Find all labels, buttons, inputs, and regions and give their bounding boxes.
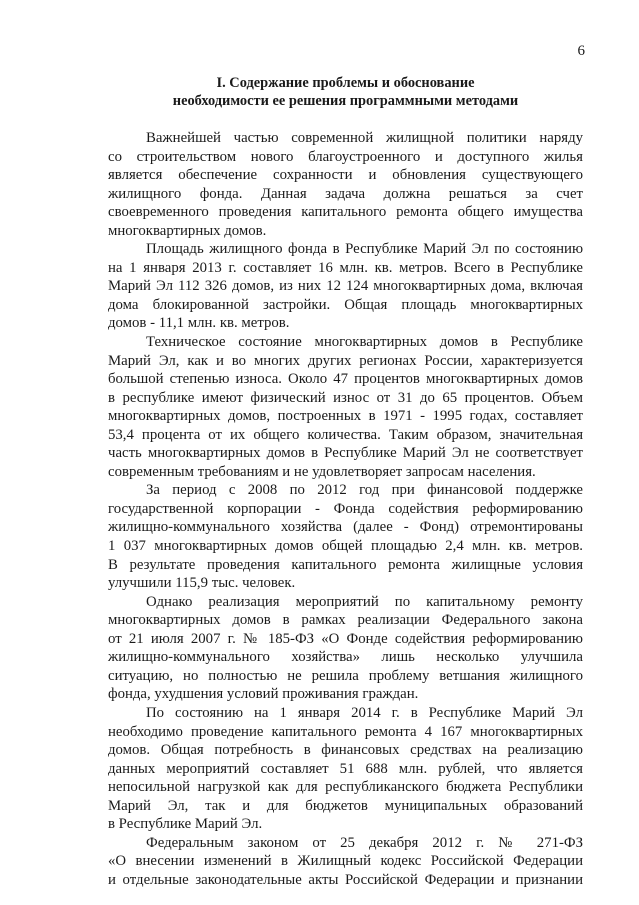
text-line: По состоянию на 1 января 2014 г. в Республике Марий Эл [146,704,583,721]
section-title-line: I. Содержание проблемы и обоснование [216,75,475,91]
text-line: домов - 11,1 млн. кв. метров. [108,315,290,332]
text-line: многоквартирных домов. [108,222,267,239]
text-line: 1 037 многоквартирных домов общей площадью 2,4 млн. кв. метров. [108,538,583,555]
paragraph [108,240,583,333]
text-line: в республике имеют физический износ от 31 до 65 процентов. Объем [108,389,583,406]
text-line: со строительством нового благоустроенного и доступного жилья [108,148,583,165]
text-line: многоквартирных домов, построенных в 1971 - 1995 годах, составляет [108,408,583,425]
text-line: домов. Общая потребность в финансовых средствах на реализацию [108,742,583,759]
text-line: современным требованиям и не удовлетворяет запросам населения. [108,463,536,480]
text-line: данных мероприятий составляет 51 688 млн. рублей, что является [108,760,583,777]
text-line: Техническое состояние многоквартирных домов в Республике [146,334,583,351]
text-line: улучшили 115,9 тыс. человек. [108,575,296,592]
text-line: дома блокированной застройки. Общая площадь многоквартирных [108,296,583,313]
text-line: За период с 2008 по 2012 год при финансовой поддержке [146,482,583,499]
text-line: ситуацию, но полностью не решила проблему ветшания жилищного [108,667,583,684]
text-line: фонда, ухудшения условий проживания граждан. [108,686,419,703]
text-line: 53,4 процента от их общего количества. Таким образом, значительная [108,426,583,443]
text-line: жилищно-коммунального хозяйства» лишь несколько улучшила [108,649,583,666]
text-line: государственной корпорации - Фонда содействия реформированию [108,500,583,517]
text-line: В результате проведения капитального ремонта жилищные условия [108,556,583,573]
text-line: жилищно-коммунального хозяйства (далее - Фонд) отремонтированы [108,519,583,536]
text-line: Важнейшей частью современной жилищной политики наряду [146,130,583,146]
text-line: необходимо проведение капитального ремонта 4 167 многоквартирных [108,723,583,740]
text-line: на 1 января 2013 г. составляет 16 млн. кв. метров. Всего в Республике [108,259,583,276]
paragraph [108,704,583,834]
text-line: непосильной нагрузкой как для республиканского бюджета Республики [108,779,583,796]
text-line: большой степенью износа. Около 47 процентов многоквартирных домов [108,371,583,388]
text-line: Марий Эл, как и во многих других регионах России, характеризуется [108,352,583,369]
text-line: от 21 июля 2007 г. № 185-ФЗ «О Фонде содействия реформированию [108,630,583,647]
section-title [108,74,583,110]
text-line: является обеспечение сохранности и обновления существующего [108,167,583,184]
text-line: Марий Эл, так и для бюджетов муниципальных образований [108,797,583,814]
text-line: часть многоквартирных домов в Республике Марий Эл не соответствует [108,445,583,462]
text-line: Федеральным законом от 25 декабря 2012 г. № 271-ФЗ [146,834,583,851]
text-line: Марий Эл 112 326 домов, из них 12 124 многоквартирных дома, включая [108,278,583,295]
text-line: многоквартирных домов в рамках реализации Федерального закона [108,612,583,629]
paragraph [108,481,583,592]
body-text [108,129,583,889]
text-line: и отдельные законодательные акты Российской Федерации и признании [108,871,583,888]
paragraph [108,834,583,890]
text-line: своевременного проведения капитального ремонта общего имущества [108,204,583,221]
section-title-line: необходимости ее решения программными методами [172,93,519,109]
text-line: «О внесении изменений в Жилищный кодекс Российской Федерации [108,853,583,870]
text-line: Площадь жилищного фонда в Республике Марий Эл по состоянию [146,241,583,258]
paragraph [108,593,583,704]
text-line: в Республике Марий Эл. [108,816,263,833]
text-line: жилищного фонда. Данная задача должна решаться за счет [108,185,583,202]
paragraph [108,333,583,481]
page-number: 6 [577,43,585,59]
paragraph [108,129,583,240]
text-line: Однако реализация мероприятий по капитальному ремонту [146,593,583,610]
